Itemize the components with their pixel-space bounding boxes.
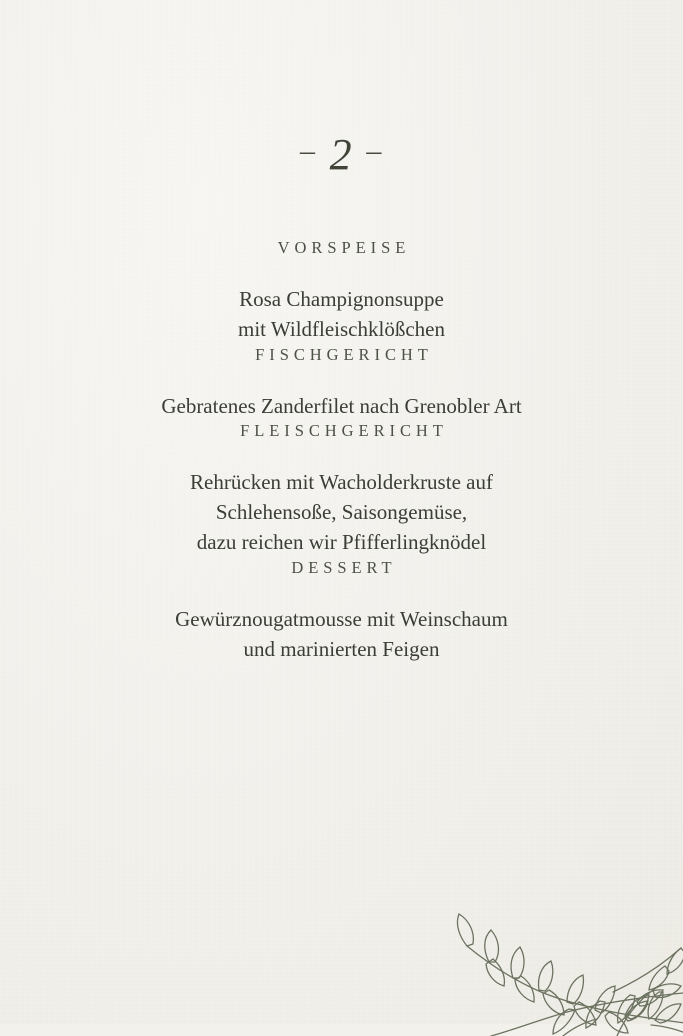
course-label: FISCHGERICHT bbox=[255, 344, 433, 364]
course-label: FLEISCHGERICHT bbox=[240, 421, 448, 441]
course-description bbox=[0, 468, 683, 557]
course-description bbox=[0, 392, 683, 422]
course-description bbox=[0, 605, 683, 665]
course-fleischgericht bbox=[0, 421, 683, 557]
page-number-dash-right: – bbox=[366, 134, 384, 167]
course-description-line: Gebratenes Zanderfilet nach Grenobler Art bbox=[161, 393, 522, 418]
course-description-line: dazu reichen wir Pfifferlingknödel bbox=[196, 530, 487, 555]
page-number-dash-left: – bbox=[299, 134, 317, 167]
course-label: VORSPEISE bbox=[277, 238, 411, 257]
botanical-branch-illustration bbox=[363, 796, 683, 1036]
course-description-line: Schlehensoße, Saisongemüse, bbox=[215, 500, 468, 525]
course-dessert bbox=[0, 558, 683, 665]
course-description-line: Rehrücken mit Wacholderkruste auf bbox=[190, 470, 493, 495]
course-description-line: Gewürznougatmousse mit Weinschaum bbox=[175, 606, 508, 631]
course-description-line: und marinierten Feigen bbox=[243, 636, 440, 661]
page-number-value: 2 bbox=[329, 130, 354, 179]
page-number bbox=[299, 130, 384, 179]
course-fischgericht bbox=[0, 345, 683, 422]
course-description-line: Rosa Champignonsuppe bbox=[239, 287, 444, 311]
course-label: DESSERT bbox=[291, 557, 397, 577]
course-description-line: mit Wildfleischklößchen bbox=[238, 316, 445, 341]
course-description bbox=[0, 285, 683, 345]
course-vorspeise bbox=[0, 238, 683, 345]
